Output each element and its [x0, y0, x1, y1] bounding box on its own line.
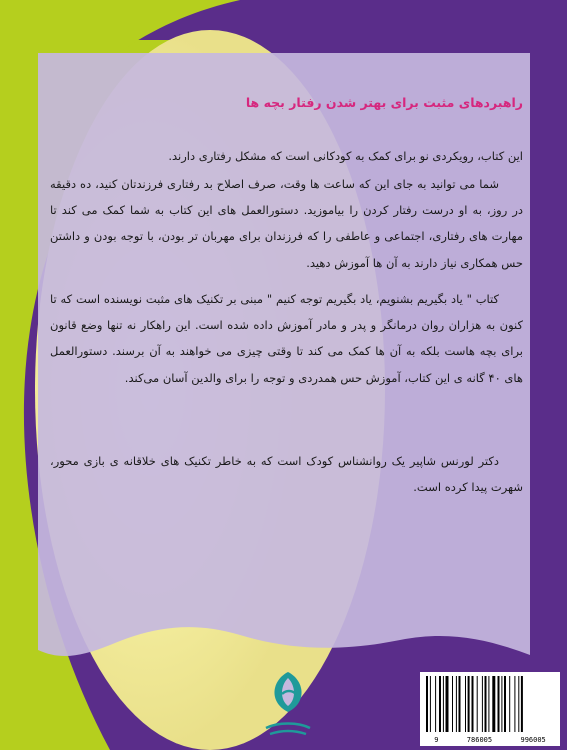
- barcode-number: [420, 736, 560, 744]
- barcode: [420, 672, 560, 746]
- barcode-bars: [426, 676, 554, 732]
- barcode-digit-group: 786005: [466, 736, 493, 744]
- barcode-digit-group: 996005: [520, 736, 546, 744]
- paragraph-method: کتاب " یاد بگیریم بشنویم، یاد بگیریم توجه کنیم " مبنی بر تکنیک های مثبت نویسنده است که تا کنون به هزاران روان درمانگر و پدر و مادر آموزش داده شده است. این راهکار نه تنها وضع قانون برای بچه هاست بلکه به آن ها کمک می کند تا وقتی چیزی می خواهند به آن برسند. دستورالعمل های ۴۰ گانه ی این کتاب، آموزش حس همدردی و توجه را برای والدین آسان می‌کند.: [50, 292, 523, 385]
- barcode-digit-group: 9: [434, 736, 439, 744]
- paragraph-intro: این کتاب، رویکردی نو برای کمک به کودکانی است که مشکل رفتاری دارند.: [168, 149, 523, 163]
- publisher-logo: [258, 668, 318, 746]
- publisher-leaf-icon: [258, 668, 318, 746]
- book-title: راهبردهای مثبت برای بهتر شدن رفتار بچه ها: [245, 95, 523, 110]
- paragraph-author: دکتر لورنس شاپیر یک روانشناس کودک است که به خاطر تکنیک های خلاقانه ی بازی محور، شهرت پیدا کرده است.: [50, 454, 523, 495]
- paragraph-benefits: شما می توانید به جای این که ساعت ها وقت، صرف اصلاح بد رفتاری فرزندتان کنید، ده دقیقه در روز، به او درست رفتار کردن را بیاموزید. دستورالعمل های این کتاب به شما کمک می کند تا مهارت های رفتاری، اجتماعی و عاطفی را که فرزندان برای مهربان تر بودن، با توجه بودن و داشتن حس همکاری نیاز دارند به آن ها آموزش دهید.: [50, 177, 523, 270]
